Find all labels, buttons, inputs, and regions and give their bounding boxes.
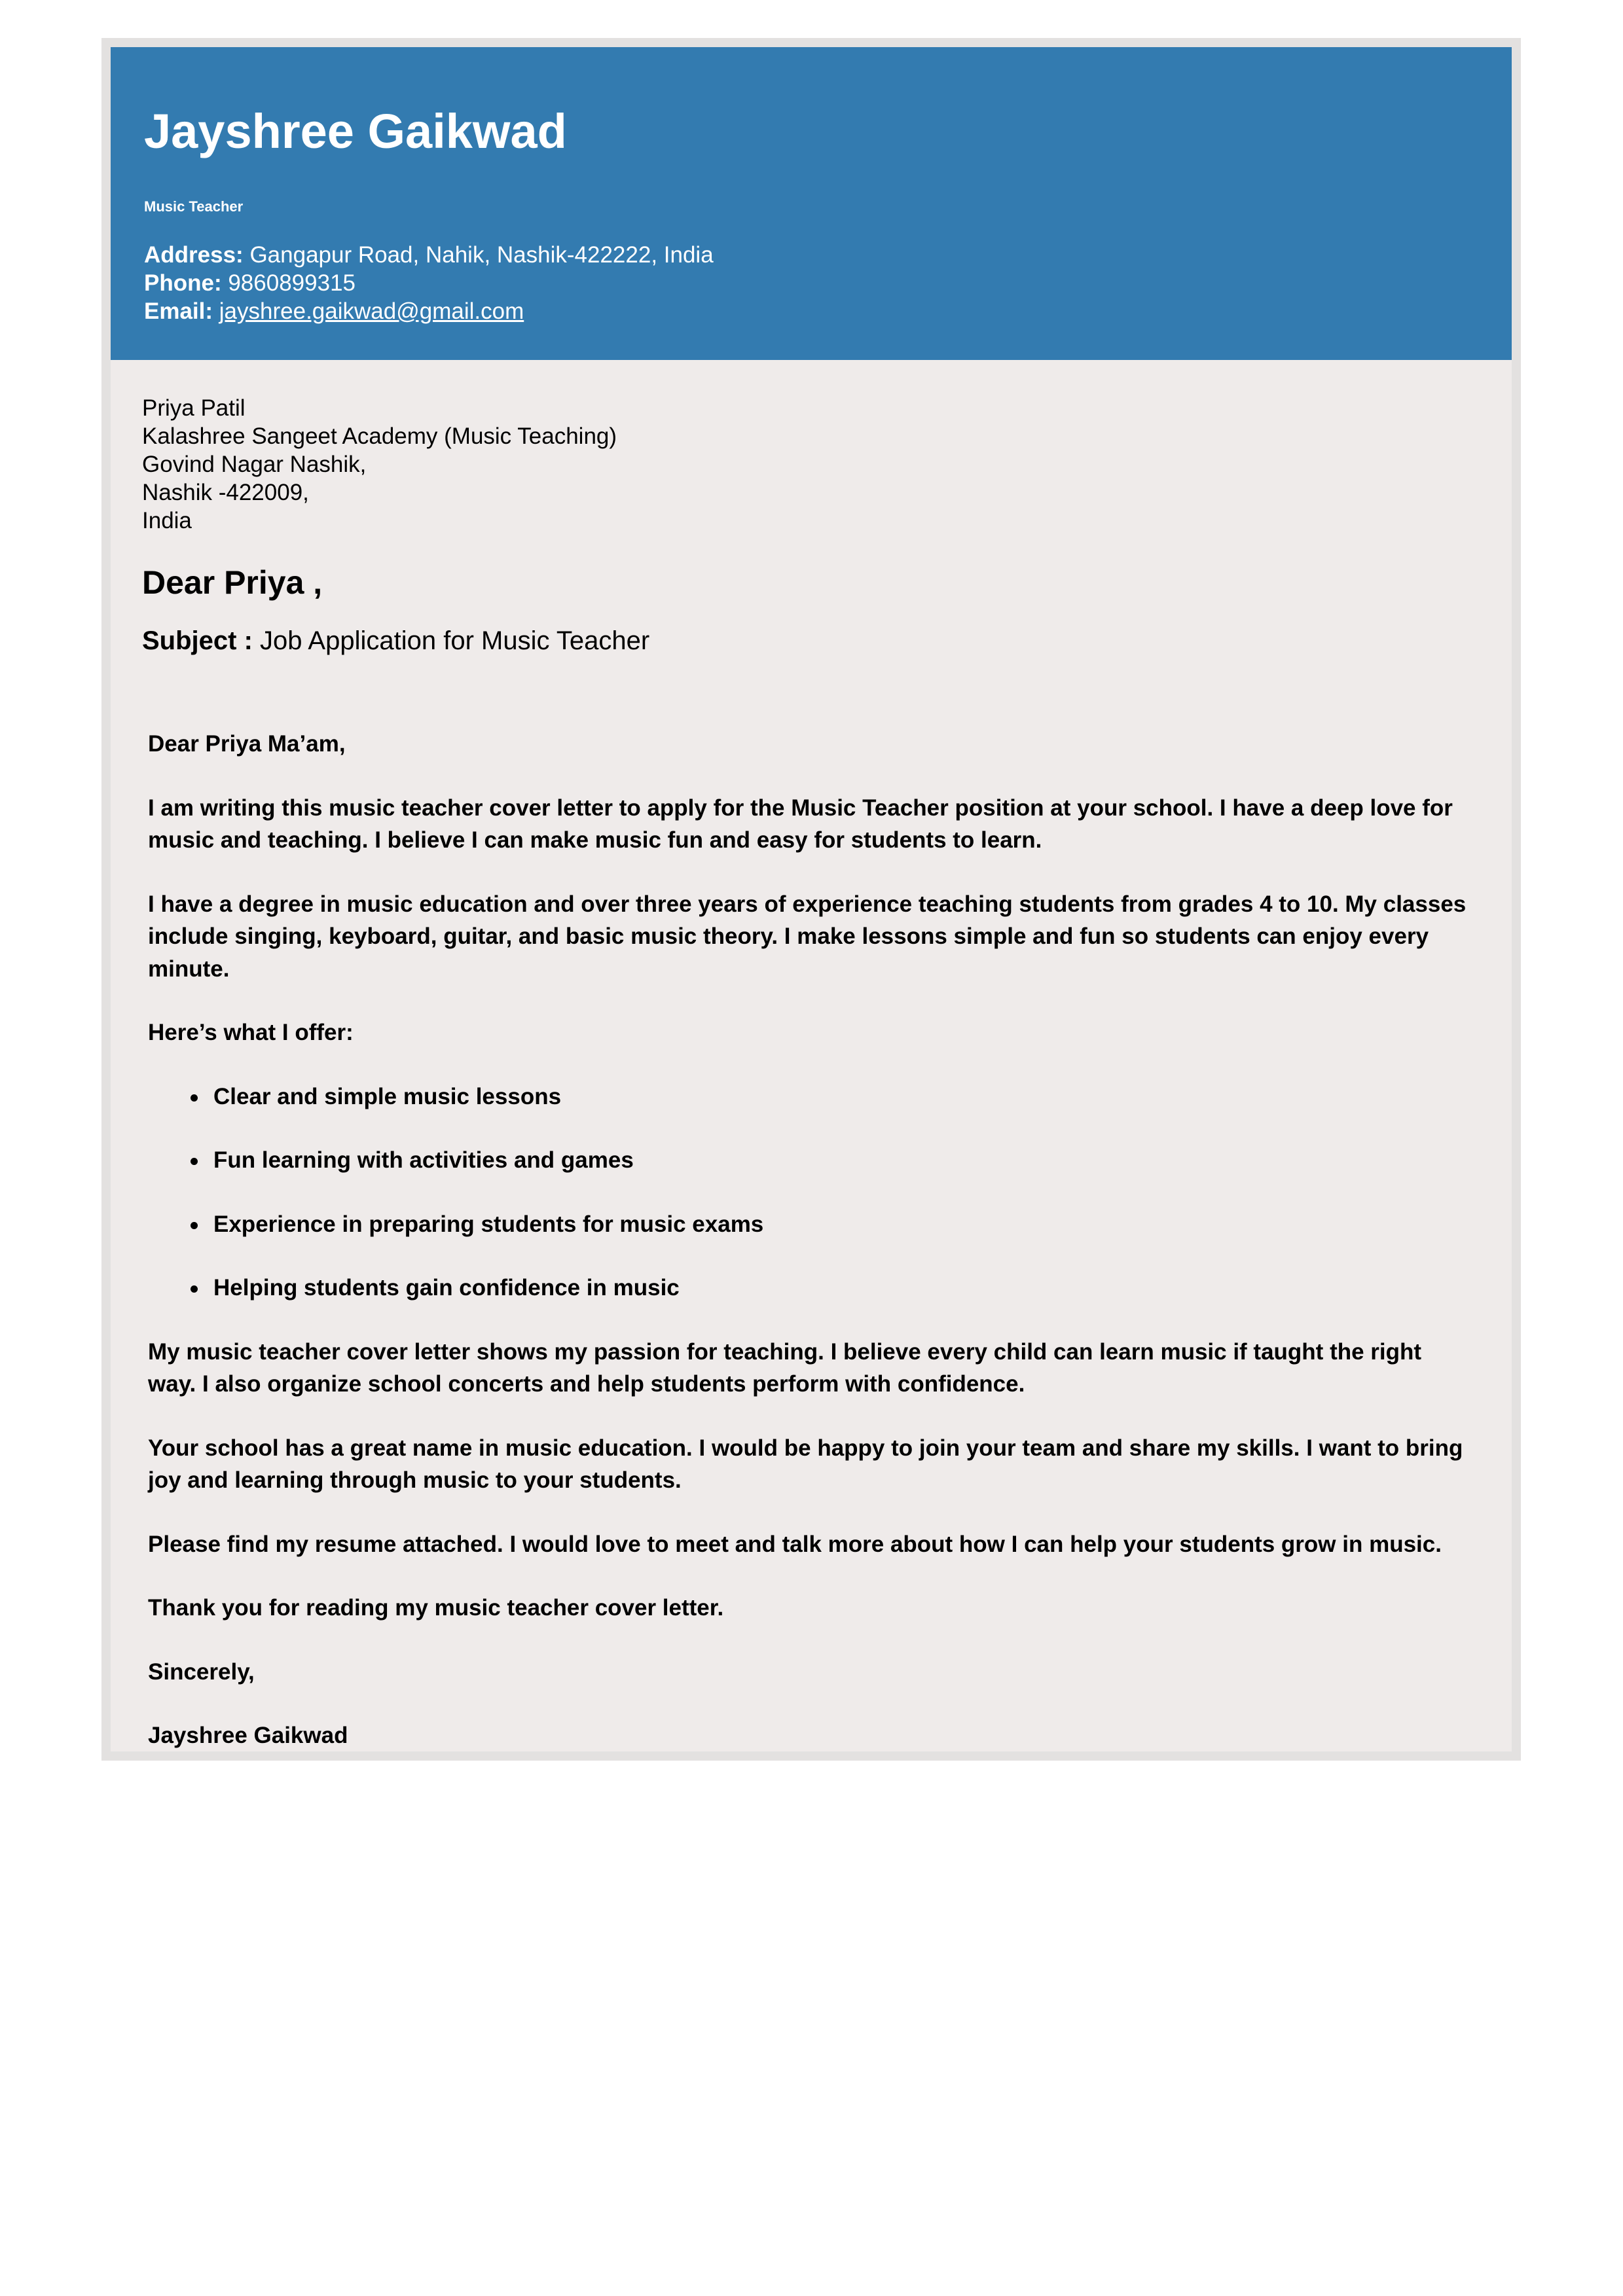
paragraph-thanks: Thank you for reading my music teacher cover letter. bbox=[148, 1595, 724, 1621]
signature: Jayshree Gaikwad bbox=[148, 1723, 348, 1748]
paragraph-experience: I have a degree in music education and over three years of experience teaching students from grades 4 to 10. My classes include singing, keyboard, guitar, and basic music theory. I make lessons simple and fun so students can enjoy every minute. bbox=[148, 891, 1467, 982]
subject-label: Subject : bbox=[142, 626, 253, 655]
email-label: Email: bbox=[144, 298, 213, 324]
letterhead bbox=[111, 47, 1512, 360]
address-value: Gangapur Road, Nahik, Nashik-422222, India bbox=[249, 242, 714, 268]
letter-sheet bbox=[101, 38, 1521, 1761]
sender-role: Music Teacher bbox=[144, 198, 244, 215]
recipient-city: Nashik -422009, bbox=[142, 480, 309, 505]
offer-item: Fun learning with activities and games bbox=[213, 1144, 1476, 1177]
offer-list bbox=[148, 1081, 1476, 1304]
email-link[interactable]: jayshree.gaikwad@gmail.com bbox=[219, 298, 524, 324]
greeting-heading: Dear Priya , bbox=[142, 564, 323, 601]
subject-line bbox=[142, 625, 649, 656]
sender-name: Jayshree Gaikwad bbox=[144, 104, 567, 158]
closing: Sincerely, bbox=[148, 1659, 255, 1685]
phone-line bbox=[144, 269, 714, 297]
recipient-name: Priya Patil bbox=[142, 395, 246, 421]
paragraph-school: Your school has a great name in music education. I would be happy to join your team and share my skills. I want to bring joy and learning through music to your students. bbox=[148, 1435, 1463, 1493]
sender-contact bbox=[144, 241, 714, 325]
offer-intro: Here’s what I offer: bbox=[148, 1020, 354, 1045]
recipient-street: Govind Nagar Nashik, bbox=[142, 452, 367, 477]
email-line bbox=[144, 297, 714, 325]
offer-item: Clear and simple music lessons bbox=[213, 1081, 1476, 1113]
recipient-organization: Kalashree Sangeet Academy (Music Teaching) bbox=[142, 423, 617, 449]
address-label: Address: bbox=[144, 242, 244, 268]
subject-text: Job Application for Music Teacher bbox=[260, 626, 650, 655]
paragraph-intro: I am writing this music teacher cover letter to apply for the Music Teacher position at your school. I have a deep love for music and teaching. I believe I can make music fun and easy for students to learn. bbox=[148, 795, 1453, 853]
phone-label: Phone: bbox=[144, 270, 222, 296]
letter-body bbox=[148, 728, 1476, 1784]
address-line bbox=[144, 241, 714, 269]
paragraph-resume: Please find my resume attached. I would love to meet and talk more about how I can help your students grow in music. bbox=[148, 1531, 1442, 1557]
phone-value: 9860899315 bbox=[228, 270, 356, 296]
paragraph-passion: My music teacher cover letter shows my passion for teaching. I believe every child can learn music if taught the right way. I also organize school concerts and help students perform with confidence. bbox=[148, 1338, 1422, 1397]
offer-item: Experience in preparing students for music exams bbox=[213, 1208, 1476, 1241]
offer-item: Helping students gain confidence in music bbox=[213, 1272, 1476, 1304]
recipient-country: India bbox=[142, 508, 192, 533]
recipient-address bbox=[142, 394, 617, 535]
salutation: Dear Priya Ma’am, bbox=[148, 731, 346, 757]
